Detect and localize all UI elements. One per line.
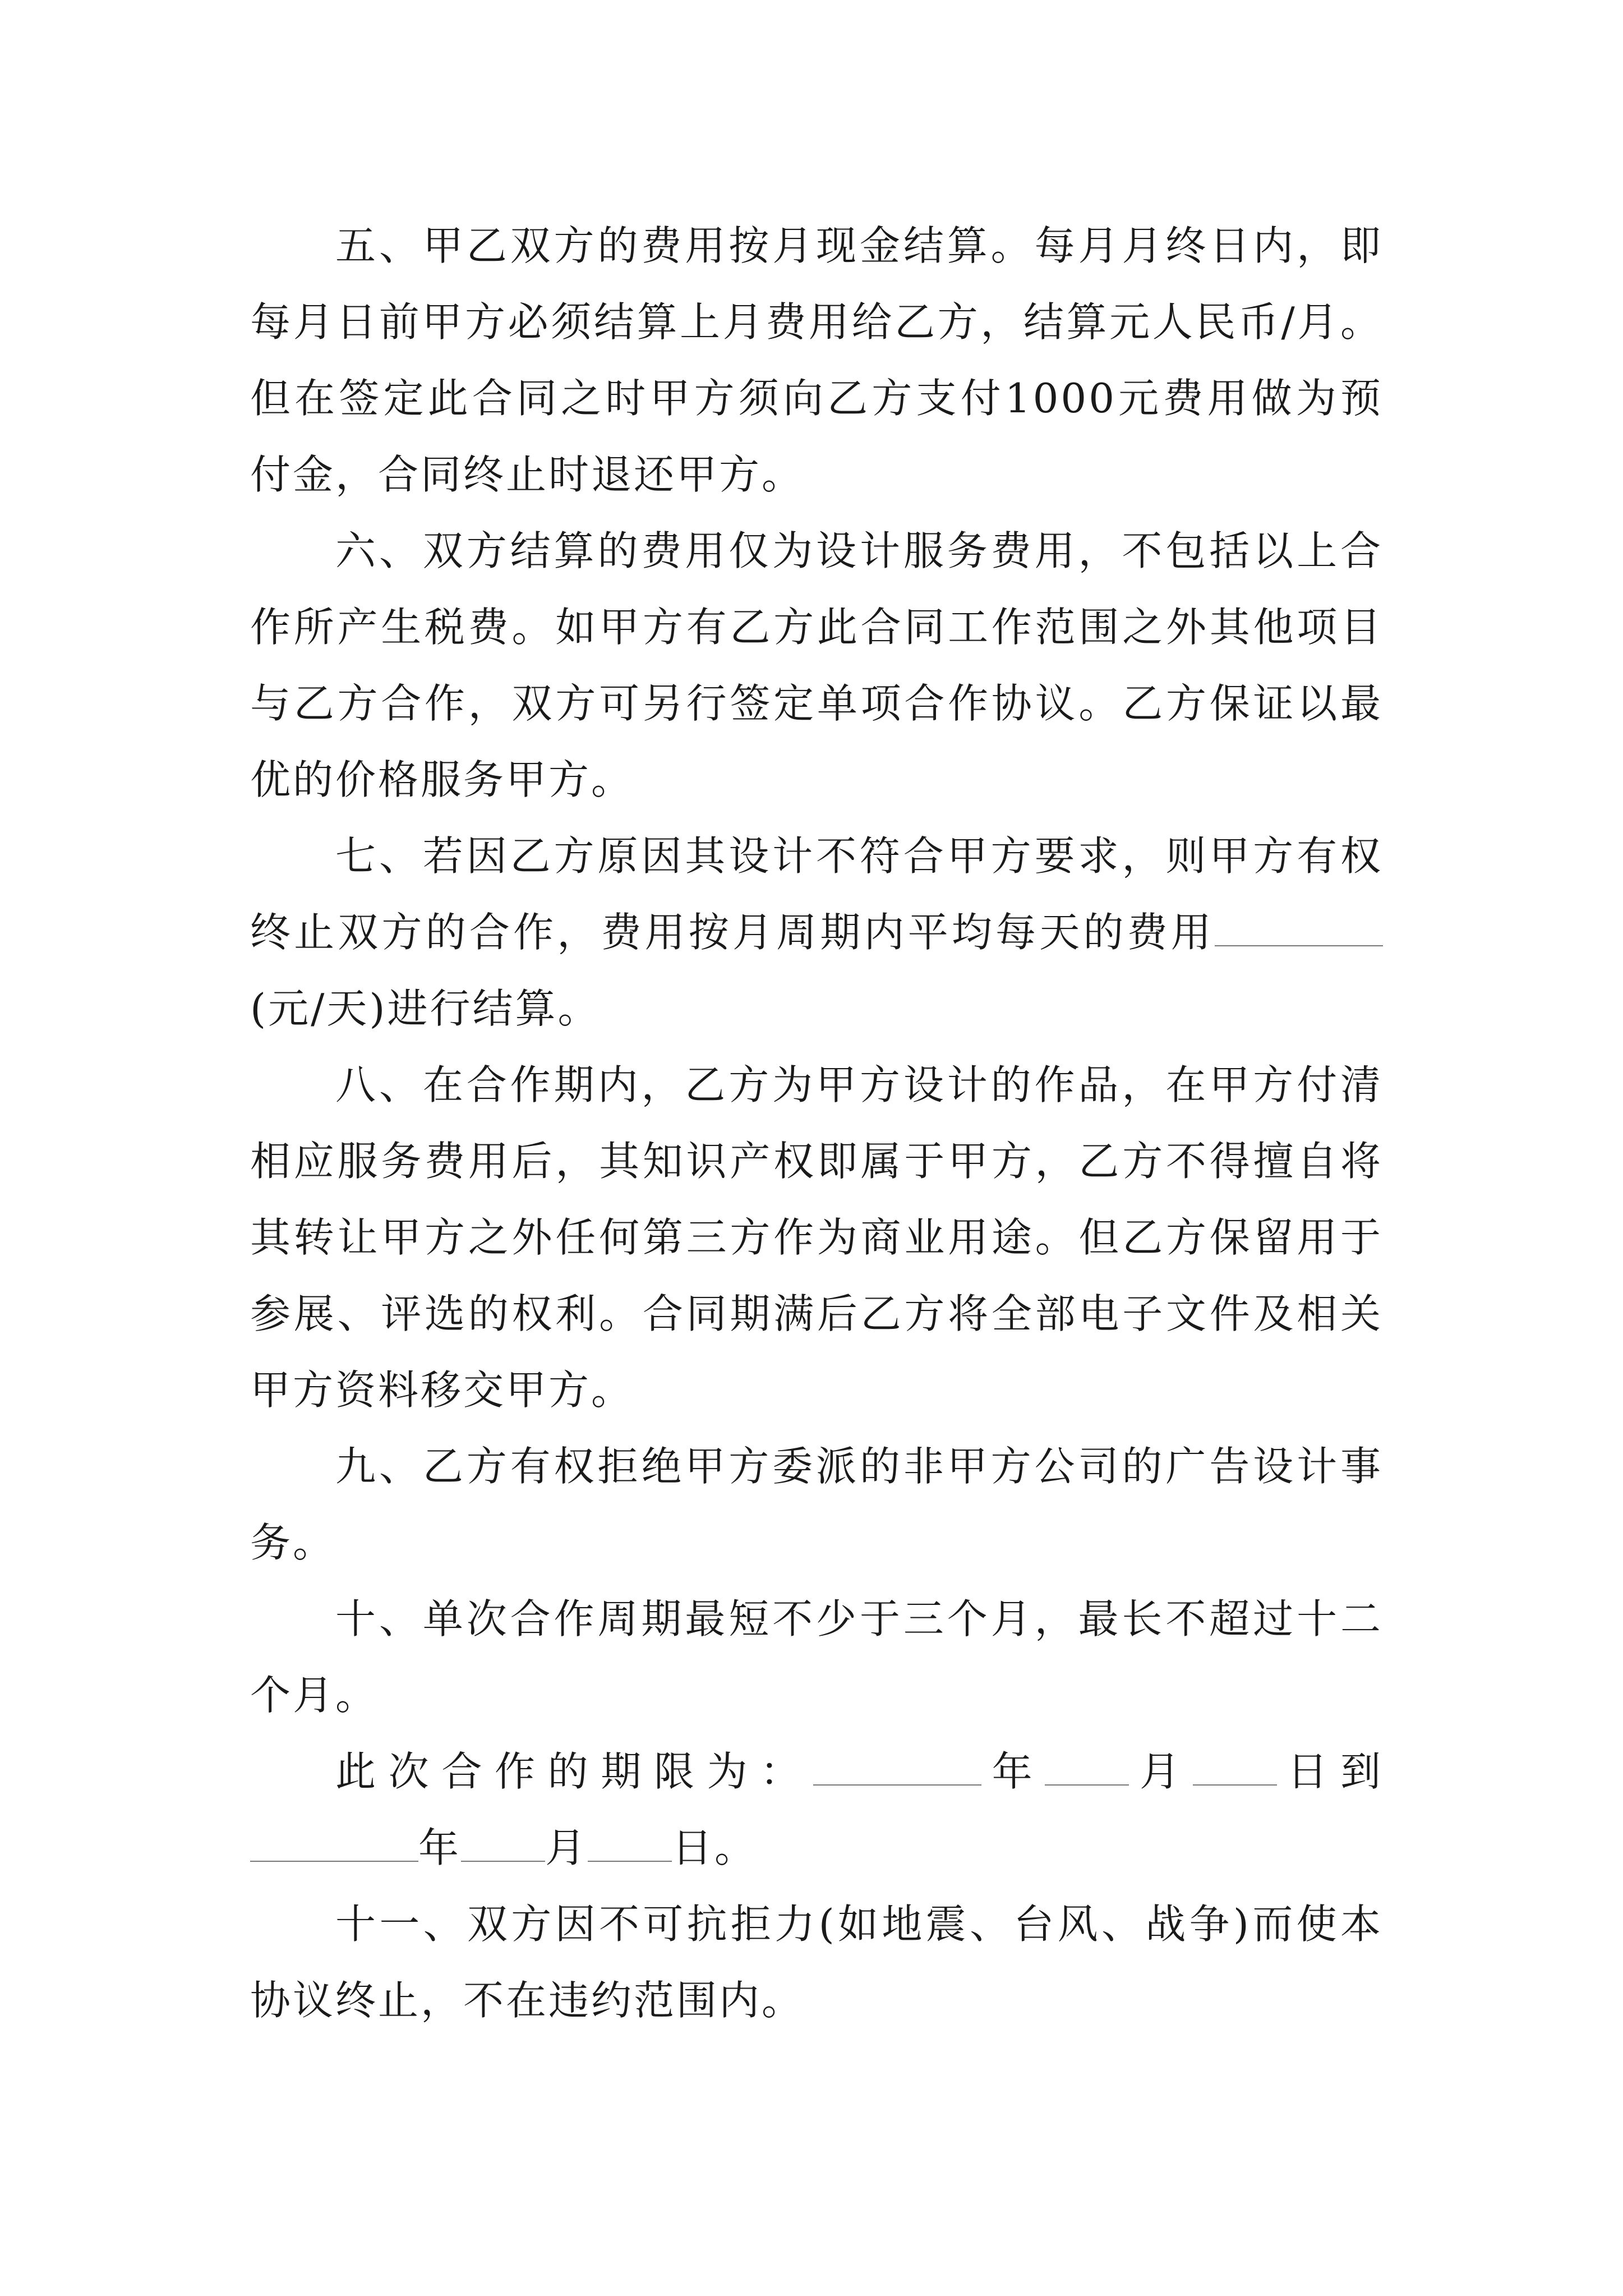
clause-9: 九、乙方有权拒绝甲方委派的非甲方公司的广告设计事务。: [250, 1443, 1383, 1566]
contract-page: [250, 208, 1383, 2039]
clause-7-text: 七、若因乙方原因其设计不符合甲方要求，则甲方有权终止双方的合作，费用按月周期内平均每天的费用: [250, 832, 1383, 956]
cooperation-term: [250, 1733, 1383, 1886]
term-year-label: 年: [981, 1748, 1045, 1795]
clause-6: 六、双方结算的费用仅为设计服务费用，不包括以上合作所产生税费。如甲方有乙方此合同工作范围之外其他项目与乙方合作，双方可另行签定单项合作协议。乙方保证以最优的价格服务甲方。: [250, 527, 1383, 803]
term-day-to-label: 日到: [1276, 1748, 1383, 1795]
clause-10: 十、单次合作周期最短不少于三个月，最长不超过十二个月。: [250, 1595, 1383, 1719]
end-day-blank: [588, 1825, 672, 1862]
clause-8: 八、在合作期内，乙方为甲方设计的作品，在甲方付清相应服务费用后，其知识产权即属于甲方，乙方不得擅自将其转让甲方之外任何第三方作为商业用途。但乙方保留用于参展、评选的权利。合同期满后乙方将全部电子文件及相关甲方资料移交甲方。: [250, 1061, 1383, 1414]
clause-5: 五、甲乙双方的费用按月现金结算。每月月终日内，即每月日前甲方必须结算上月费用给乙方，结算元人民币/月。但在签定此合同之时甲方须向乙方支付1000元费用做为预付金，合同终止时退还甲方。: [250, 222, 1383, 498]
clause-11: 十一、双方因不可抗拒力(如地震、台风、战争)而使本协议终止，不在违约范围内。: [250, 1901, 1383, 2024]
term-prefix: 此次合作的期限为：: [335, 1748, 813, 1795]
clause-7: [250, 818, 1383, 1047]
clause-7-suffix: (元/天)进行结算。: [250, 985, 601, 1032]
end-year-blank: [250, 1825, 418, 1862]
term-end-year-label: 年: [418, 1824, 462, 1871]
start-month-blank: [1045, 1749, 1129, 1786]
term-month-label: 月: [1129, 1748, 1193, 1795]
end-month-blank: [461, 1825, 545, 1862]
term-end-month-label: 月: [545, 1824, 588, 1871]
daily-fee-blank: [1215, 909, 1383, 946]
term-end-day-label: 日。: [672, 1824, 758, 1871]
start-day-blank: [1193, 1749, 1277, 1786]
start-year-blank: [813, 1749, 981, 1786]
